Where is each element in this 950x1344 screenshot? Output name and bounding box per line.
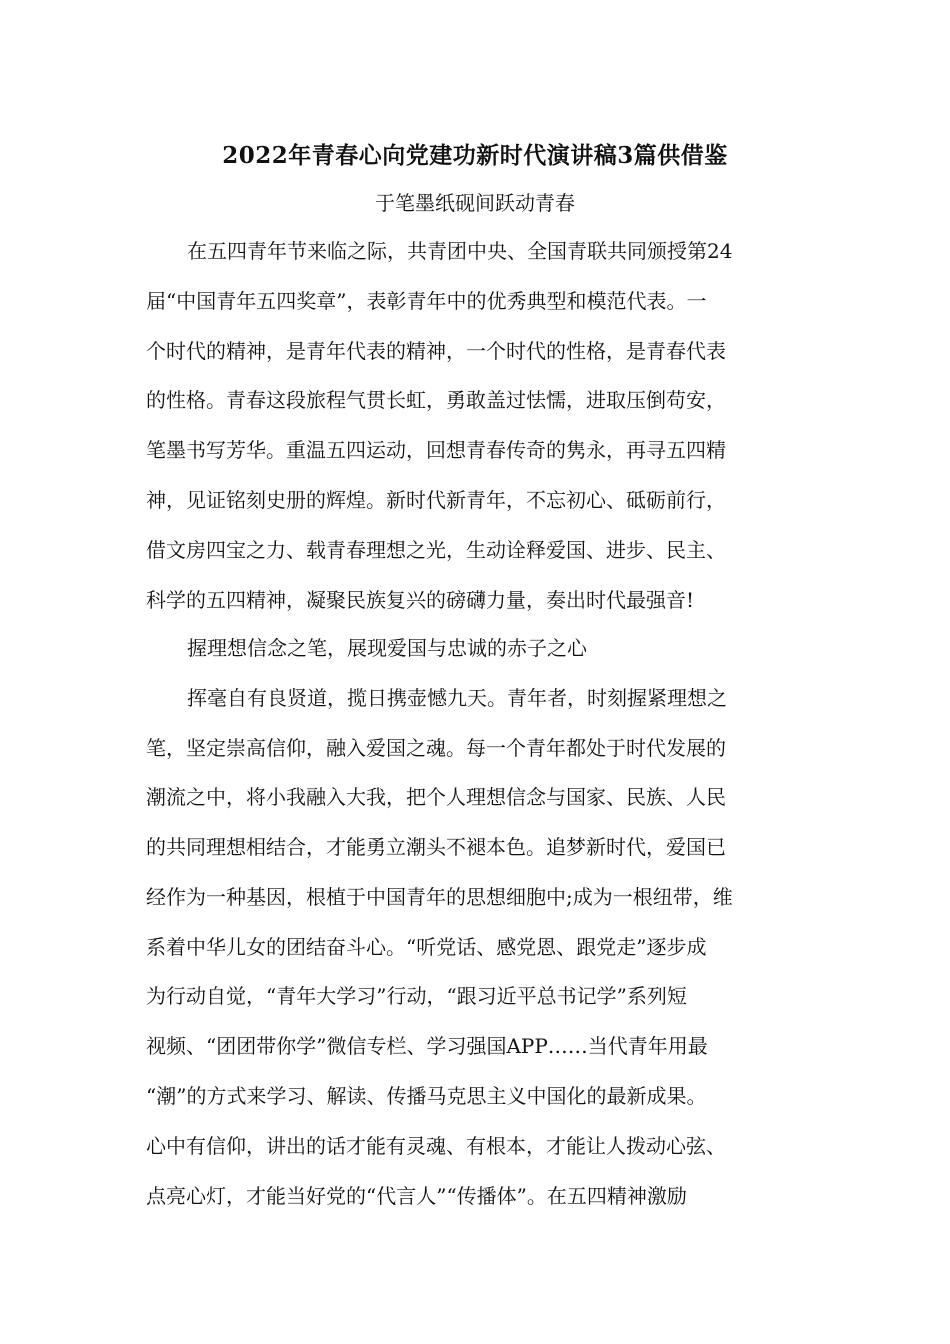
paragraph-line: 视频、“团团带你学”微信专栏、学习强国APP……当代青年用最 (146, 1034, 708, 1058)
paragraph-line: 借文房四宝之力、载青春理想之光，生动诠释爱国、进步、民主、 (146, 538, 726, 562)
paragraph-line: 神，见证铭刻史册的辉煌。新时代新青年，不忘初心、砥砺前行， (146, 488, 726, 512)
paragraph-line: 的共同理想相结合，才能勇立潮头不褪本色。追梦新时代，爱国已 (146, 835, 726, 859)
paragraph-line: 届“中国青年五四奖章”，表彰青年中的优秀典型和模范代表。一 (146, 289, 707, 313)
paragraph-line: 在五四青年节来临之际，共青团中央、全国青联共同颁授第24 (187, 239, 733, 263)
paragraph-line: 经作为一种基因，根植于中国青年的思想细胞中;成为一根纽带，维 (146, 885, 733, 909)
paragraph-line: 心中有信仰，讲出的话才能有灵魂、有根本，才能让人拨动心弦、 (146, 1134, 726, 1158)
paragraph-line: 点亮心灯，才能当好党的“代言人”“传播体”。在五四精神激励 (146, 1184, 687, 1208)
paragraph-line: 挥毫自有良贤道，揽日携壶憾九天。青年者，时刻握紧理想之 (187, 686, 727, 710)
document-title: 2022年青春心向党建功新时代演讲稿3篇供借鉴 (222, 142, 728, 169)
document-subtitle: 于笔墨纸砚间跃动青春 (375, 191, 575, 215)
paragraph-line: 笔墨书写芳华。重温五四运动，回想青春传奇的隽永，再寻五四精 (146, 438, 726, 462)
paragraph-line: 个时代的精神，是青年代表的精神，一个时代的性格，是青春代表 (146, 339, 726, 363)
paragraph-line: 潮流之中，将小我融入大我，把个人理想信念与国家、民族、人民 (146, 785, 726, 809)
paragraph-line: 笔，坚定崇高信仰，融入爱国之魂。每一个青年都处于时代发展的 (146, 736, 726, 760)
paragraph-line: 的性格。青春这段旅程气贯长虹，勇敢盖过怯懦，进取压倒苟安， (146, 388, 726, 412)
paragraph-line: 为行动自觉，“青年大学习”行动，“跟习近平总书记学”系列短 (146, 984, 687, 1008)
paragraph-line: 科学的五四精神，凝聚民族复兴的磅礴力量，奏出时代最强音! (146, 588, 695, 612)
paragraph-line: 系着中华儿女的团结奋斗心。“听党话、感党恩、跟党走”逐步成 (146, 935, 707, 959)
paragraph-line: “潮”的方式来学习、解读、传播马克思主义中国化的最新成果。 (146, 1084, 707, 1108)
section-heading: 握理想信念之笔，展现爱国与忠诚的赤子之心 (187, 636, 587, 660)
